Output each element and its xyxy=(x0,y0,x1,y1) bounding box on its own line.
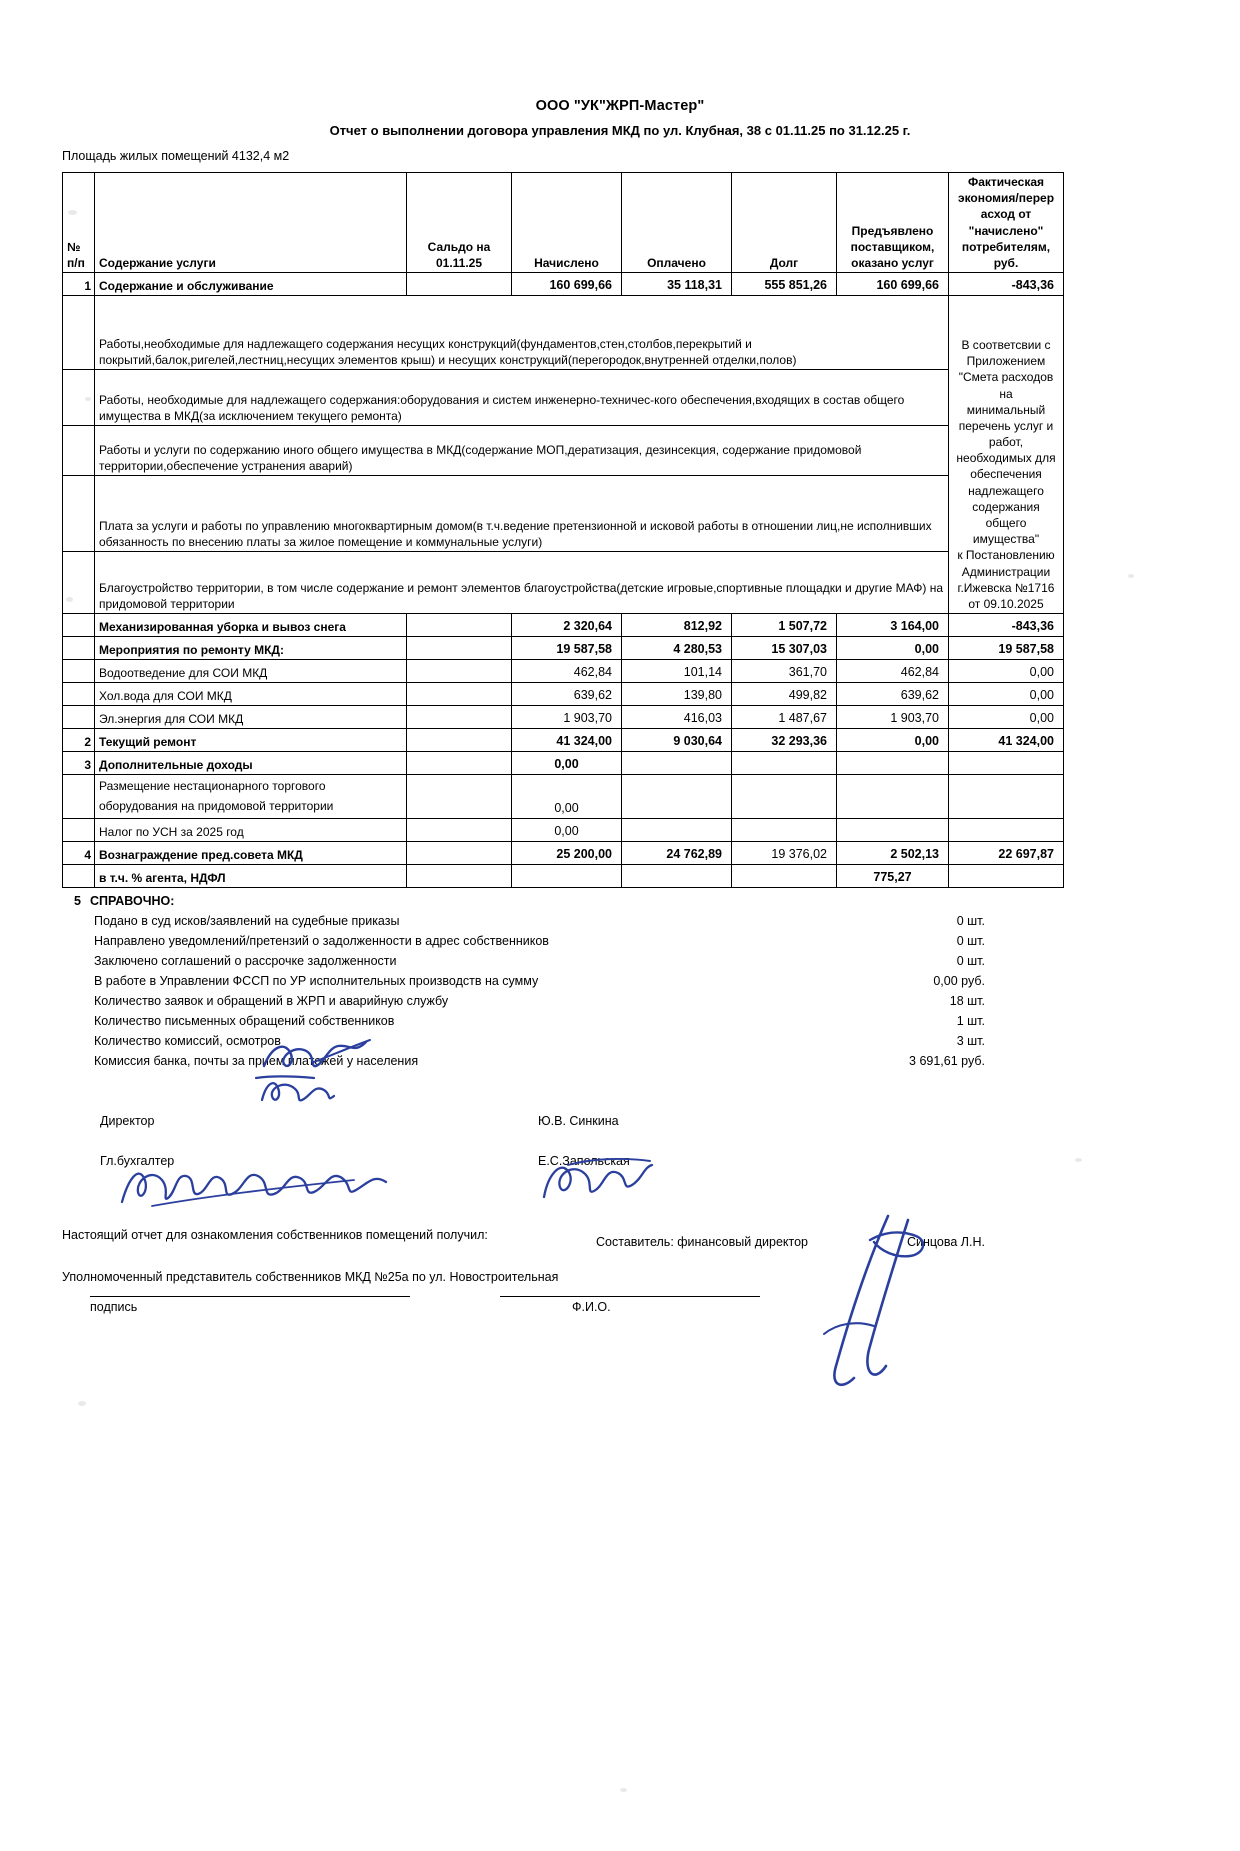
row-debt xyxy=(732,775,837,819)
row-name: Содержание и обслуживание xyxy=(95,273,407,296)
row-accrued: 1 903,70 xyxy=(512,706,622,729)
report-table xyxy=(62,172,1064,888)
table-row xyxy=(63,865,1064,888)
reference-item-label: Количество комиссий, осмотров xyxy=(94,1034,281,1049)
reference-section xyxy=(62,894,1063,1068)
note-line2: "Смета расходов на xyxy=(958,370,1054,401)
compiler-row xyxy=(596,1235,985,1249)
row-debt: 1 507,72 xyxy=(732,614,837,637)
residential-area-line: Площадь жилых помещений 4132,4 м2 xyxy=(62,149,290,163)
row-accrued: 462,84 xyxy=(512,660,622,683)
table-row xyxy=(63,775,1064,819)
row-name: Размещение нестационарного торгового оборудования на придомовой территории xyxy=(95,775,407,819)
header-service-name: Содержание услуги xyxy=(95,173,407,273)
row-index: 4 xyxy=(63,842,95,865)
row-index: 3 xyxy=(63,752,95,775)
row-fact: 22 697,87 xyxy=(949,842,1064,865)
header-paid: Оплачено xyxy=(622,173,732,273)
note-line6: содержания общего имущества" xyxy=(972,499,1040,547)
row-saldo xyxy=(407,273,512,296)
row-saldo xyxy=(407,775,512,819)
row-paid: 4 280,53 xyxy=(622,637,732,660)
row-supplier: 3 164,00 xyxy=(837,614,949,637)
row-accrued: 639,62 xyxy=(512,683,622,706)
row-saldo xyxy=(407,614,512,637)
table-row-description xyxy=(63,426,1064,476)
header-saldo-line2: 01.11.25 xyxy=(435,255,483,270)
row-fact: 41 324,00 xyxy=(949,729,1064,752)
row-fact: 0,00 xyxy=(949,660,1064,683)
header-fact-line2: экономия/перер xyxy=(957,191,1055,206)
note-line8: г.Ижевска №1716 от 09.10.2025 xyxy=(957,580,1055,611)
row-name: Налог по УСН за 2025 год xyxy=(95,819,407,842)
row-index xyxy=(63,775,95,819)
table-row xyxy=(63,729,1064,752)
reference-item xyxy=(94,994,1063,1008)
row-supplier xyxy=(837,752,949,775)
signature-caption: подпись xyxy=(90,1300,138,1315)
reference-item-value: 3 шт. xyxy=(956,1034,985,1049)
reference-item-value: 0,00 руб. xyxy=(933,974,985,989)
row-saldo xyxy=(407,842,512,865)
row-supplier: 0,00 xyxy=(837,729,949,752)
note-line4: работ, необходимых для xyxy=(956,435,1056,466)
compiler-name: Синцова Л.Н. xyxy=(906,1235,985,1249)
row-saldo xyxy=(407,683,512,706)
table-row xyxy=(63,819,1064,842)
row-description: Работы,необходимые для надлежащего содержания несущих конструкций(фундаментов,стен,столбов,перекрытий и покрытий,балок,ригелей,лестниц,несущих элементов крыш) и несущих конструкций(перегородок,внутренней отделки,полов) xyxy=(95,296,949,370)
table-row xyxy=(63,752,1064,775)
row-supplier: 462,84 xyxy=(837,660,949,683)
compiler-label: Составитель: финансовый директор xyxy=(596,1235,808,1249)
row-description: Работы и услуги по содержанию иного общего имущества в МКД(содержание МОП,дератизация, дезинсекция, содержание придомовой территории,обеспечение устранения аварий) xyxy=(95,426,949,476)
header-fact-line5: потребителям, xyxy=(961,239,1051,254)
header-supplier-line1: Предъявлено xyxy=(851,223,934,238)
reference-item-value: 0 шт. xyxy=(956,954,985,969)
row-index: 1 xyxy=(63,273,95,296)
reference-item-label: Количество письменных обращений собственников xyxy=(94,1014,395,1029)
row-index xyxy=(63,296,95,370)
reference-heading xyxy=(74,894,1063,908)
director-row xyxy=(62,1114,1240,1148)
row-index xyxy=(63,865,95,888)
row-paid xyxy=(622,865,732,888)
reference-item-value: 0 шт. xyxy=(956,914,985,929)
row-accrued: 0,00 xyxy=(512,752,622,775)
row-debt: 499,82 xyxy=(732,683,837,706)
reference-item-value: 1 шт. xyxy=(956,1014,985,1029)
table-row-description xyxy=(63,552,1064,614)
row-supplier: 775,27 xyxy=(837,865,949,888)
reference-item-label: Количество заявок и обращений в ЖРП и аварийную службу xyxy=(94,994,449,1009)
note-line7: к Постановлению Администрации xyxy=(957,548,1055,579)
reference-item xyxy=(94,914,1063,928)
row-saldo xyxy=(407,865,512,888)
representative-statement: Уполномоченный представитель собственников МКД №25а по ул. Новостроительная xyxy=(62,1270,559,1285)
row-index xyxy=(63,614,95,637)
row-fact xyxy=(949,752,1064,775)
header-supplier-line2: поставщиком, xyxy=(850,239,935,254)
row-fact xyxy=(949,865,1064,888)
note-line5: обеспечения надлежащего xyxy=(968,467,1044,498)
header-accrued: Начислено xyxy=(512,173,622,273)
header-saldo xyxy=(407,173,512,273)
row-fact: 0,00 xyxy=(949,706,1064,729)
row-description: Работы, необходимые для надлежащего содержания:оборудования и систем инженерно-техничес-кого обеспечения,входящих в состав общего имущества в МКД(за исключением текущего ремонта) xyxy=(95,370,949,426)
row-paid: 812,92 xyxy=(622,614,732,637)
row-accrued: 25 200,00 xyxy=(512,842,622,865)
row-fact xyxy=(949,819,1064,842)
row-fact xyxy=(949,775,1064,819)
row-index: 2 xyxy=(63,729,95,752)
header-num-line1: № xyxy=(67,239,81,254)
signature-line xyxy=(90,1296,410,1297)
organization-title: ООО "УК"ЖРП-Мастер" xyxy=(535,98,705,114)
row-debt xyxy=(732,865,837,888)
header-fact-line6: руб. xyxy=(993,255,1019,270)
reference-item xyxy=(94,1054,1063,1068)
row-supplier xyxy=(837,775,949,819)
row-description: Благоустройство территории, в том числе содержание и ремонт элементов благоустройства(детские игровые,спортивные площадки и другие МАФ) на придомовой территории xyxy=(95,552,949,614)
row-index xyxy=(63,426,95,476)
row-debt: 555 851,26 xyxy=(732,273,837,296)
table-row-description xyxy=(63,476,1064,552)
row-supplier: 2 502,13 xyxy=(837,842,949,865)
row-name: Вознаграждение пред.совета МКД xyxy=(95,842,407,865)
accountant-row xyxy=(62,1154,1240,1188)
director-label: Директор xyxy=(100,1114,155,1129)
table-header xyxy=(63,173,1064,273)
row-name: Хол.вода для СОИ МКД xyxy=(95,683,407,706)
reference-item xyxy=(94,1034,1063,1048)
row-index xyxy=(63,637,95,660)
row-supplier: 639,62 xyxy=(837,683,949,706)
row-name: Мероприятия по ремонту МКД: xyxy=(95,637,407,660)
row-accrued: 0,00 xyxy=(512,775,622,819)
row-debt xyxy=(732,752,837,775)
row-paid: 139,80 xyxy=(622,683,732,706)
row-debt xyxy=(732,819,837,842)
reference-item-label: Подано в суд исков/заявлений на судебные приказы xyxy=(94,914,400,929)
row-paid xyxy=(622,752,732,775)
reference-item xyxy=(94,1014,1063,1028)
row-paid xyxy=(622,819,732,842)
row-debt: 32 293,36 xyxy=(732,729,837,752)
row-paid: 101,14 xyxy=(622,660,732,683)
row-supplier: 1 903,70 xyxy=(837,706,949,729)
accountant-label: Гл.бухгалтер xyxy=(100,1154,175,1169)
row-index xyxy=(63,683,95,706)
reference-item-value: 18 шт. xyxy=(949,994,985,1009)
row-debt: 15 307,03 xyxy=(732,637,837,660)
report-title: Отчет о выполнении договора управления МКД по ул. Клубная, 38 с 01.11.25 по 31.12.25 г. xyxy=(329,123,911,138)
row-name: Эл.энергия для СОИ МКД xyxy=(95,706,407,729)
row-fact: -843,36 xyxy=(949,614,1064,637)
received-statement: Настоящий отчет для ознакомления собственников помещений получил: xyxy=(62,1228,488,1243)
note-line1: В соответсвии с Приложением xyxy=(961,337,1051,369)
reference-number: 5 xyxy=(74,894,81,909)
row-description: Плата за услуги и работы по управлению многоквартирным домом(в т.ч.ведение претензионной и исковой работы в отношении лиц,не исполнивших обязанность по внесению платы за жилое помещение и коммунальные услуги) xyxy=(95,476,949,552)
row-paid xyxy=(622,775,732,819)
row-accrued: 41 324,00 xyxy=(512,729,622,752)
row-accrued: 160 699,66 xyxy=(512,273,622,296)
row-name: Текущий ремонт xyxy=(95,729,407,752)
reference-item-value: 0 шт. xyxy=(956,934,985,949)
signature-lines xyxy=(62,1286,1240,1316)
header-fact-line1: Фактическая xyxy=(967,175,1044,189)
table-row-description xyxy=(63,296,1064,370)
row-index xyxy=(63,370,95,426)
row-index xyxy=(63,552,95,614)
row-name: в т.ч. % агента, НДФЛ xyxy=(95,865,407,888)
row-saldo xyxy=(407,752,512,775)
reference-item xyxy=(94,934,1063,948)
reference-item xyxy=(94,974,1063,988)
fio-line xyxy=(500,1296,760,1297)
row-fact: 0,00 xyxy=(949,683,1064,706)
row-paid: 416,03 xyxy=(622,706,732,729)
table-row xyxy=(63,660,1064,683)
row-index xyxy=(63,706,95,729)
row-saldo xyxy=(407,660,512,683)
document-page xyxy=(0,98,1240,1851)
appendix-note xyxy=(949,296,1064,614)
row-supplier xyxy=(837,819,949,842)
row-paid: 35 118,31 xyxy=(622,273,732,296)
header-num-line2: п/п xyxy=(67,255,85,270)
signature-block xyxy=(62,1114,1240,1188)
fio-caption: Ф.И.О. xyxy=(572,1300,611,1315)
table-body xyxy=(63,273,1064,888)
reference-item xyxy=(94,954,1063,968)
row-name: Водоотведение для СОИ МКД xyxy=(95,660,407,683)
row-name: Дополнительные доходы xyxy=(95,752,407,775)
row-supplier: 160 699,66 xyxy=(837,273,949,296)
row-debt: 1 487,67 xyxy=(732,706,837,729)
table-row xyxy=(63,842,1064,865)
table-row xyxy=(63,273,1064,296)
row-paid: 24 762,89 xyxy=(622,842,732,865)
row-index xyxy=(63,819,95,842)
header-supplier-line3: оказано услуг xyxy=(851,255,934,270)
row-paid: 9 030,64 xyxy=(622,729,732,752)
row-fact: 19 587,58 xyxy=(949,637,1064,660)
row-accrued: 19 587,58 xyxy=(512,637,622,660)
header-fact-line3: асход от xyxy=(980,207,1032,222)
row-name: Механизированная уборка и вывоз снега xyxy=(95,614,407,637)
table-row xyxy=(63,683,1064,706)
reference-item-label: В работе в Управлении ФССП по УР исполнительных производств на сумму xyxy=(94,974,539,989)
table-row-description xyxy=(63,370,1064,426)
header-fact-line4: "начислено" xyxy=(968,223,1044,238)
header-saldo-line1: Сальдо на xyxy=(427,239,491,254)
row-debt: 19 376,02 xyxy=(732,842,837,865)
row-saldo xyxy=(407,637,512,660)
row-index xyxy=(63,660,95,683)
note-line3: минимальный перечень услуг и xyxy=(958,402,1054,433)
row-supplier: 0,00 xyxy=(837,637,949,660)
row-accrued xyxy=(512,865,622,888)
header-fact-economy xyxy=(949,173,1064,273)
reference-item-label: Комиссия банка, почты за прием платежей у населения xyxy=(94,1054,419,1069)
row-saldo xyxy=(407,819,512,842)
reference-item-value: 3 691,61 руб. xyxy=(909,1054,985,1069)
table-row xyxy=(63,637,1064,660)
reference-title: СПРАВОЧНО: xyxy=(90,894,175,909)
table-row xyxy=(63,614,1064,637)
reference-item-label: Заключено соглашений о рассрочке задолженности xyxy=(94,954,397,969)
row-saldo xyxy=(407,706,512,729)
row-accrued: 0,00 xyxy=(512,819,622,842)
row-debt: 361,70 xyxy=(732,660,837,683)
row-index xyxy=(63,476,95,552)
row-accrued: 2 320,64 xyxy=(512,614,622,637)
header-supplier xyxy=(837,173,949,273)
accountant-signature-ink xyxy=(252,1070,357,1112)
reference-item-label: Направлено уведомлений/претензий о задолженности в адрес собственников xyxy=(94,934,549,949)
header-debt: Долг xyxy=(732,173,837,273)
director-name: Ю.В. Синкина xyxy=(538,1114,619,1129)
table-row xyxy=(63,706,1064,729)
header-num xyxy=(63,173,95,273)
row-fact: -843,36 xyxy=(949,273,1064,296)
accountant-name: Е.С.Запольская xyxy=(538,1154,630,1169)
row-saldo xyxy=(407,729,512,752)
